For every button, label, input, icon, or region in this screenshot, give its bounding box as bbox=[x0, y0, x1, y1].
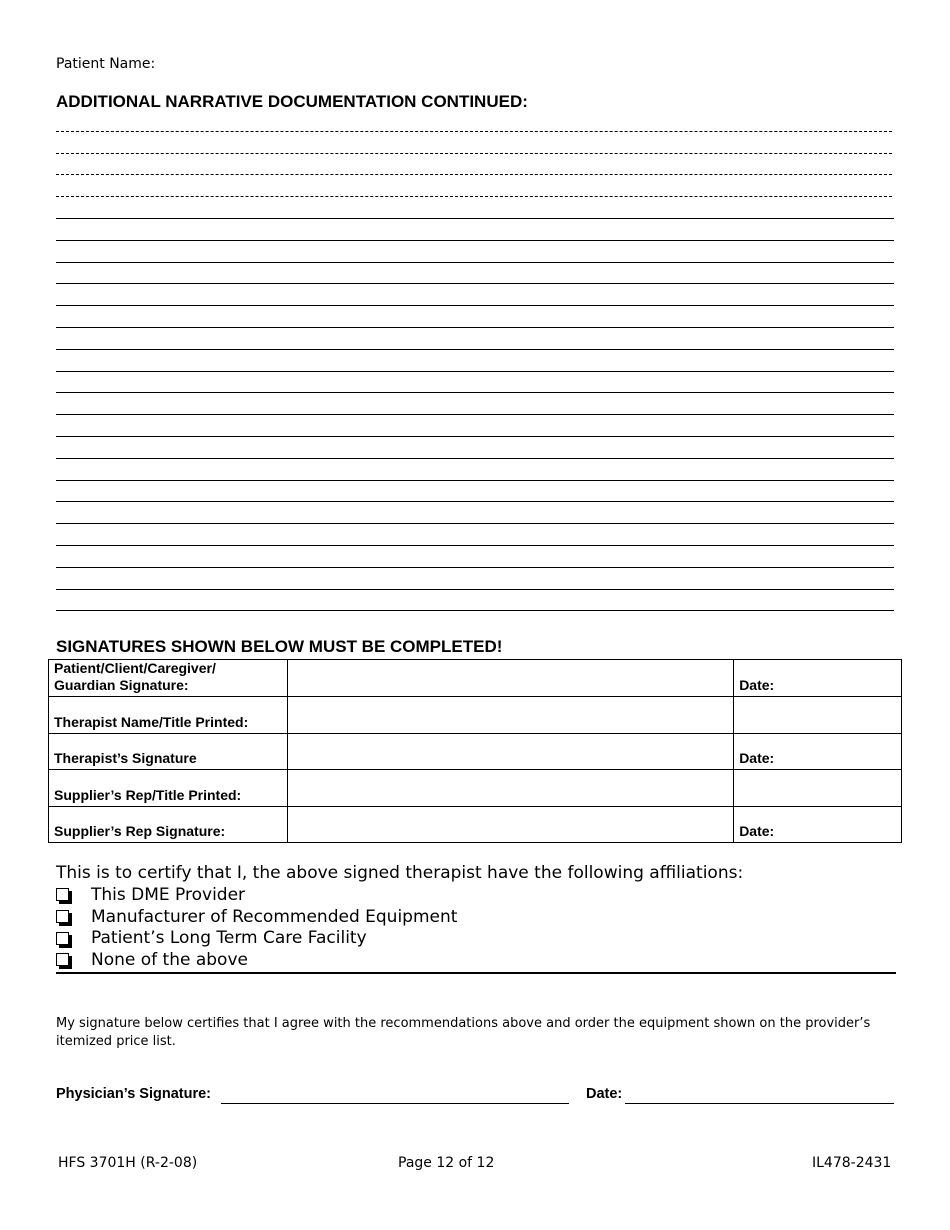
narrative-writing-line[interactable] bbox=[56, 501, 894, 502]
affiliation-option[interactable] bbox=[56, 906, 457, 928]
narrative-writing-line[interactable] bbox=[56, 283, 894, 284]
signature-row-label: Supplier’s Rep/Title Printed: bbox=[49, 770, 288, 807]
physician-date-field[interactable] bbox=[625, 1103, 894, 1104]
affiliation-option-label: None of the above bbox=[91, 949, 248, 970]
narrative-writing-line[interactable] bbox=[56, 458, 894, 459]
checkbox-icon[interactable] bbox=[56, 910, 69, 923]
therapist-name-extra-field[interactable] bbox=[734, 697, 902, 734]
narrative-writing-line[interactable] bbox=[56, 262, 894, 263]
affiliation-option-label: Manufacturer of Recommended Equipment bbox=[91, 906, 458, 927]
narrative-writing-line[interactable] bbox=[56, 371, 894, 372]
affiliation-divider bbox=[56, 972, 896, 974]
signatures-title: SIGNATURES SHOWN BELOW MUST BE COMPLETED! bbox=[56, 637, 503, 656]
narrative-writing-line[interactable] bbox=[56, 349, 894, 350]
narrative-writing-line[interactable] bbox=[56, 218, 894, 219]
affiliation-intro: This is to certify that I, the above signed therapist have the following affiliations: bbox=[56, 863, 744, 883]
signature-row-label: Therapist Name/Title Printed: bbox=[49, 697, 288, 734]
narrative-writing-line[interactable] bbox=[56, 392, 894, 393]
physician-signature-label: Physician’s Signature: bbox=[56, 1086, 211, 1102]
signature-row-label: Patient/Client/Caregiver/ Guardian Signature: bbox=[49, 660, 288, 697]
narrative-writing-line[interactable] bbox=[56, 414, 894, 415]
narrative-writing-line[interactable] bbox=[56, 153, 892, 154]
patient-name-label: Patient Name: bbox=[56, 56, 156, 72]
physician-date-label: Date: bbox=[586, 1086, 623, 1102]
narrative-writing-line[interactable] bbox=[56, 480, 894, 481]
footer-code: IL478-2431 bbox=[812, 1155, 892, 1171]
narrative-writing-line[interactable] bbox=[56, 523, 894, 524]
narrative-writing-line[interactable] bbox=[56, 589, 894, 590]
affiliation-option[interactable] bbox=[56, 884, 457, 906]
narrative-writing-line[interactable] bbox=[56, 610, 894, 611]
signature-row-supplier-signature bbox=[49, 806, 902, 843]
therapist-date-field[interactable]: Date: bbox=[734, 733, 902, 770]
narrative-writing-line[interactable] bbox=[56, 174, 892, 175]
supplier-rep-signature-field[interactable] bbox=[287, 806, 733, 843]
therapist-signature-field[interactable] bbox=[287, 733, 733, 770]
affiliation-list bbox=[56, 884, 457, 971]
narrative-writing-line[interactable] bbox=[56, 305, 894, 306]
supplier-rep-name-field[interactable] bbox=[287, 770, 733, 807]
signature-row-label: Supplier’s Rep Signature: bbox=[49, 806, 288, 843]
narrative-writing-line[interactable] bbox=[56, 196, 892, 197]
narrative-writing-line[interactable] bbox=[56, 545, 894, 546]
narrative-writing-line[interactable] bbox=[56, 131, 892, 132]
supplier-rep-extra-field[interactable] bbox=[734, 770, 902, 807]
narrative-writing-line[interactable] bbox=[56, 240, 894, 241]
supplier-rep-date-field[interactable]: Date: bbox=[734, 806, 902, 843]
affiliation-option[interactable] bbox=[56, 949, 457, 971]
checkbox-icon[interactable] bbox=[56, 932, 69, 945]
narrative-writing-line[interactable] bbox=[56, 567, 894, 568]
affiliation-option-label: Patient’s Long Term Care Facility bbox=[91, 928, 367, 949]
signature-row-therapist-signature bbox=[49, 733, 902, 770]
patient-signature-field[interactable] bbox=[287, 660, 733, 697]
physician-signature-field[interactable] bbox=[221, 1103, 569, 1104]
narrative-writing-line[interactable] bbox=[56, 436, 894, 437]
signature-row-label: Therapist’s Signature bbox=[49, 733, 288, 770]
therapist-name-field[interactable] bbox=[287, 697, 733, 734]
footer-form-id: HFS 3701H (R-2-08) bbox=[58, 1155, 198, 1171]
checkbox-icon[interactable] bbox=[56, 953, 69, 966]
affiliation-option[interactable] bbox=[56, 927, 457, 949]
narrative-writing-line[interactable] bbox=[56, 327, 894, 328]
signature-table bbox=[48, 659, 902, 843]
physician-statement: My signature below certifies that I agree with the recommendations above and order the equipment shown on the provider’s itemized price list. bbox=[56, 1016, 871, 1049]
patient-date-field[interactable]: Date: bbox=[734, 660, 902, 697]
signature-row-patient bbox=[49, 660, 902, 697]
affiliation-option-label: This DME Provider bbox=[91, 884, 246, 905]
signature-row-therapist-name bbox=[49, 697, 902, 734]
signature-row-supplier-name bbox=[49, 770, 902, 807]
checkbox-icon[interactable] bbox=[56, 888, 69, 901]
narrative-title: ADDITIONAL NARRATIVE DOCUMENTATION CONTINUED: bbox=[56, 92, 528, 111]
footer-page-number: Page 12 of 12 bbox=[398, 1155, 495, 1171]
